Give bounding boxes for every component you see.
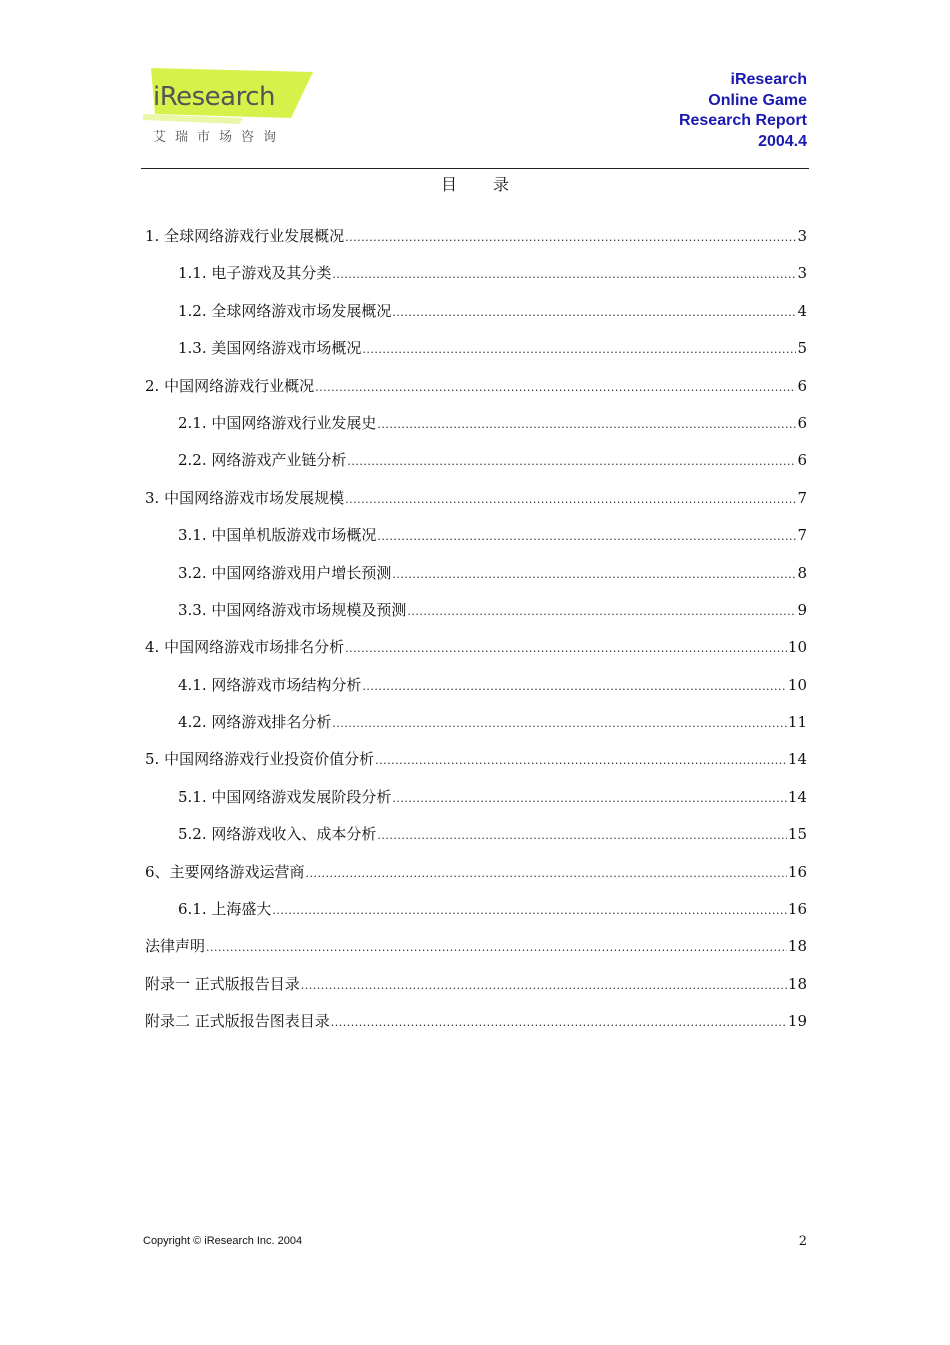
toc-entry[interactable] <box>145 262 807 299</box>
toc-dot-leader <box>345 231 796 244</box>
toc-entry[interactable] <box>145 636 807 673</box>
toc-entry-page: 11 <box>787 713 807 732</box>
toc-dot-leader <box>377 418 796 431</box>
toc-entry-page: 10 <box>787 638 807 657</box>
toc-entry[interactable] <box>145 674 807 711</box>
toc-entry-page: 15 <box>787 825 807 844</box>
toc-entry-label: 4.1. 网络游戏市场结构分析 <box>178 675 362 694</box>
toc-dot-leader <box>392 792 787 805</box>
logo-wordmark: iResearch <box>153 82 275 112</box>
toc-dot-leader <box>347 455 796 468</box>
toc-entry-label: 3.1. 中国单机版游戏市场概况 <box>178 526 377 545</box>
toc-entry-page: 7 <box>797 526 807 545</box>
toc-entry-page: 16 <box>787 862 807 881</box>
toc-entry[interactable] <box>145 599 807 636</box>
report-header <box>679 70 807 152</box>
toc-entry-page: 6 <box>797 413 807 432</box>
toc-entry-page: 3 <box>797 264 807 283</box>
toc-dot-leader <box>407 605 796 618</box>
toc-entry-page: 4 <box>797 301 807 320</box>
toc-entry-page: 10 <box>787 675 807 694</box>
toc-dot-leader <box>375 754 787 767</box>
toc-entry-label: 2. 中国网络游戏行业概况 <box>145 376 315 395</box>
toc-entry-label: 1.3. 美国网络游戏市场概况 <box>178 339 362 358</box>
toc-entry-label: 5.2. 网络游戏收入、成本分析 <box>178 825 377 844</box>
toc-entry[interactable] <box>145 487 807 524</box>
toc-entry-label: 4. 中国网络游戏市场排名分析 <box>145 638 345 657</box>
table-of-contents <box>145 225 807 1048</box>
toc-entry-label: 附录一 正式版报告目录 <box>145 974 300 993</box>
toc-dot-leader <box>345 642 787 655</box>
toc-entry-label: 5. 中国网络游戏行业投资价值分析 <box>145 750 375 769</box>
toc-entry[interactable] <box>145 412 807 449</box>
toc-entry[interactable] <box>145 1010 807 1047</box>
toc-entry-page: 6 <box>797 376 807 395</box>
toc-entry-label: 附录二 正式版报告图表目录 <box>145 1012 330 1031</box>
toc-dot-leader <box>392 306 796 319</box>
toc-dot-leader <box>272 904 787 917</box>
toc-entry[interactable] <box>145 861 807 898</box>
logo-subtitle: 艾瑞市场咨询 <box>153 130 286 145</box>
toc-entry-label: 1.1. 电子游戏及其分类 <box>178 264 332 283</box>
toc-entry-label: 3. 中国网络游戏市场发展规模 <box>145 488 345 507</box>
toc-entry-page: 14 <box>787 787 807 806</box>
iresearch-logo <box>143 62 318 150</box>
toc-entry-page: 16 <box>787 900 807 919</box>
toc-dot-leader <box>332 268 796 281</box>
toc-entry-label: 6.1. 上海盛大 <box>178 900 272 919</box>
toc-entry[interactable] <box>145 786 807 823</box>
toc-entry-label: 法律声明 <box>145 937 206 956</box>
toc-entry-page: 8 <box>797 563 807 582</box>
toc-entry-label: 2.2. 网络游戏产业链分析 <box>178 451 347 470</box>
toc-dot-leader <box>362 343 796 356</box>
toc-dot-leader <box>362 680 787 693</box>
copyright: Copyright © iResearch Inc. 2004 <box>143 1235 303 1247</box>
report-header-line: 2004.4 <box>758 132 807 150</box>
toc-dot-leader <box>377 829 787 842</box>
toc-entry-label: 3.3. 中国网络游戏市场规模及预测 <box>178 600 407 619</box>
header-divider <box>141 168 809 169</box>
toc-entry[interactable] <box>145 711 807 748</box>
toc-entry[interactable] <box>145 337 807 374</box>
report-header-line: Online Game <box>708 91 807 109</box>
toc-dot-leader <box>206 941 787 954</box>
toc-entry-page: 18 <box>787 974 807 993</box>
toc-entry-page: 9 <box>797 600 807 619</box>
toc-entry-label: 2.1. 中国网络游戏行业发展史 <box>178 413 377 432</box>
toc-dot-leader <box>377 530 796 543</box>
toc-title-char: 目 <box>440 175 457 194</box>
toc-entry-page: 5 <box>797 339 807 358</box>
toc-entry[interactable] <box>145 524 807 561</box>
toc-dot-leader <box>331 1016 787 1029</box>
toc-entry-label: 5.1. 中国网络游戏发展阶段分析 <box>178 787 392 806</box>
toc-entry[interactable] <box>145 375 807 412</box>
toc-entry-label: 6、主要网络游戏运营商 <box>145 862 305 881</box>
toc-dot-leader <box>306 867 787 880</box>
toc-entry-page: 14 <box>787 750 807 769</box>
toc-title-char: 录 <box>493 175 510 194</box>
toc-entry[interactable] <box>145 225 807 262</box>
toc-entry[interactable] <box>145 935 807 972</box>
toc-entry-page: 7 <box>797 488 807 507</box>
toc-entry-page: 19 <box>787 1012 807 1031</box>
toc-dot-leader <box>332 717 787 730</box>
toc-entry[interactable] <box>145 898 807 935</box>
toc-entry[interactable] <box>145 823 807 860</box>
report-header-line: Research Report <box>678 112 807 129</box>
toc-entry-label: 3.2. 中国网络游戏用户增长预测 <box>178 563 392 582</box>
toc-entry-page: 18 <box>787 937 807 956</box>
toc-dot-leader <box>345 493 796 506</box>
report-header-line: iResearch <box>730 71 807 88</box>
toc-entry-label: 1.2. 全球网络游戏市场发展概况 <box>178 301 392 320</box>
toc-entry[interactable] <box>145 973 807 1010</box>
toc-entry[interactable] <box>145 562 807 599</box>
page-number: 2 <box>798 1234 807 1249</box>
toc-dot-leader <box>301 979 787 992</box>
toc-dot-leader <box>392 568 796 581</box>
toc-entry[interactable] <box>145 300 807 337</box>
toc-title <box>0 172 950 195</box>
toc-entry[interactable] <box>145 748 807 785</box>
toc-entry[interactable] <box>145 449 807 486</box>
toc-entry-page: 6 <box>797 451 807 470</box>
toc-dot-leader <box>315 381 796 394</box>
toc-entry-page: 3 <box>797 227 807 245</box>
toc-entry-label: 1. 全球网络游戏行业发展概况 <box>145 227 345 245</box>
toc-entry-label: 4.2. 网络游戏排名分析 <box>178 713 332 732</box>
